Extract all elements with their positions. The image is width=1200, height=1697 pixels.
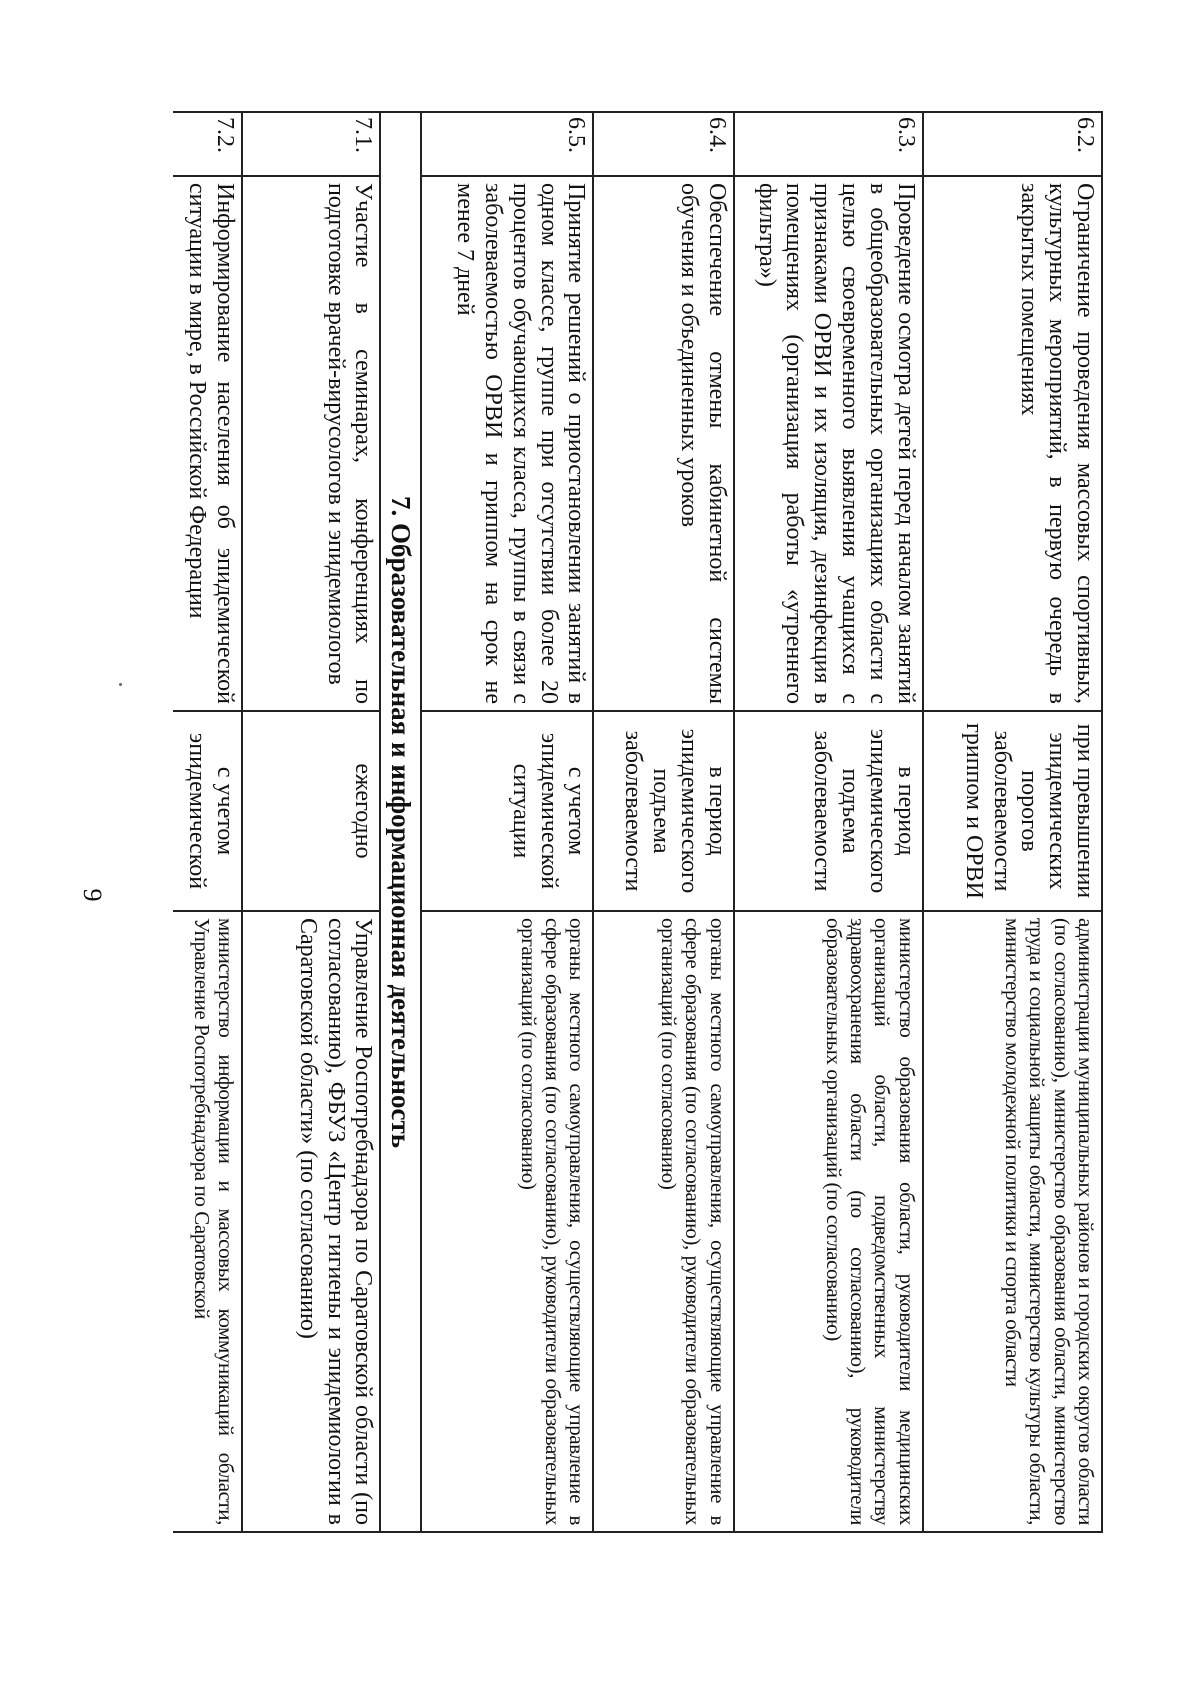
measure-text: Участие в семинарах, конференциях по подготовке врачей-вирусологов и эпидемиологов xyxy=(242,176,380,711)
section-title: 7. Образовательная и информационная деятельность xyxy=(380,112,420,1532)
item-number: 6.3. xyxy=(734,112,923,176)
measures-table xyxy=(173,111,1103,1533)
deadline-text: в период эпидемического подъема заболеваемости xyxy=(593,711,733,911)
measure-text: Обеспечение отмены кабинетной системы обучения и объединенных уроков xyxy=(593,176,733,711)
deadline-text: с учетом эпидемической xyxy=(173,711,242,911)
item-number: 6.4. xyxy=(593,112,733,176)
responsible-text: министерство образования области, руководители медицинских организаций области, подведомственных министерству здравоохранения области (по согласованию), руководители образовательных организаций (по согласованию) xyxy=(734,911,923,1532)
item-number: 6.5. xyxy=(421,112,594,176)
measure-text: Информирование населения об эпидемической ситуации в мире, в Российской Федерации xyxy=(173,176,242,711)
responsible-text: министерство информации и массовых коммуникаций области, Управление Роспотребнадзора по Саратовской xyxy=(173,911,242,1532)
table-row xyxy=(173,112,242,1532)
responsible-text: Управление Роспотребнадзора по Саратовской области (по согласованию), ФБУЗ «Центр гигиены и эпидемиологии в Саратовской области» (по согласованию) xyxy=(242,911,380,1532)
item-number: 7.1. xyxy=(242,112,380,176)
table-row xyxy=(421,112,594,1532)
rotated-table-container xyxy=(173,111,1103,1531)
page-number: 9 xyxy=(78,888,107,902)
table-row xyxy=(923,112,1102,1532)
responsible-text: органы местного самоуправления, осуществляющие управление в сфере образования (по согласованию), руководители образовательных организаций (по согласованию) xyxy=(421,911,594,1532)
deadline-text: в период эпидемического подъема заболеваемости xyxy=(734,711,923,911)
table-row xyxy=(593,112,733,1532)
deadline-text: ежегодно xyxy=(242,711,380,911)
deadline-text: при превышении эпидемических порогов заболеваемости гриппом и ОРВИ xyxy=(923,711,1102,911)
item-number: 6.2. xyxy=(923,112,1102,176)
responsible-text: органы местного самоуправления, осуществляющие управление в сфере образования (по согласованию), руководители образовательных организаций (по согласованию) xyxy=(593,911,733,1532)
deadline-text: с учетом эпидемической ситуации xyxy=(421,711,594,911)
table-row xyxy=(242,112,380,1532)
measure-text: Принятие решений о приостановлении занятий в одном классе, группе при отсутствии более 20 процентов обучающихся класса, группы в связи с заболеваемостью ОРВИ и гриппом на срок не менее 7 дней xyxy=(421,176,594,711)
section-row xyxy=(380,112,420,1532)
item-number: 7.2. xyxy=(173,112,242,176)
table-row xyxy=(734,112,923,1532)
measure-text: Проведение осмотра детей перед началом занятий в общеобразовательных организациях области с целью своевременного выявления учащихся с признаками ОРВИ и их изоляция, дезинфекция в помещениях (организация работы «утреннего фильтра») xyxy=(734,176,923,711)
scan-speck xyxy=(119,683,122,686)
measure-text: Ограничение проведения массовых спортивных, культурных мероприятий, в первую очередь в закрытых помещениях xyxy=(923,176,1102,711)
responsible-text: администрации муниципальных районов и городских округов области (по согласованию), министерство образования области, министерство труда и социальной защиты области, министерство культуры области, министерство молодежной политики и спорта области xyxy=(923,911,1102,1532)
